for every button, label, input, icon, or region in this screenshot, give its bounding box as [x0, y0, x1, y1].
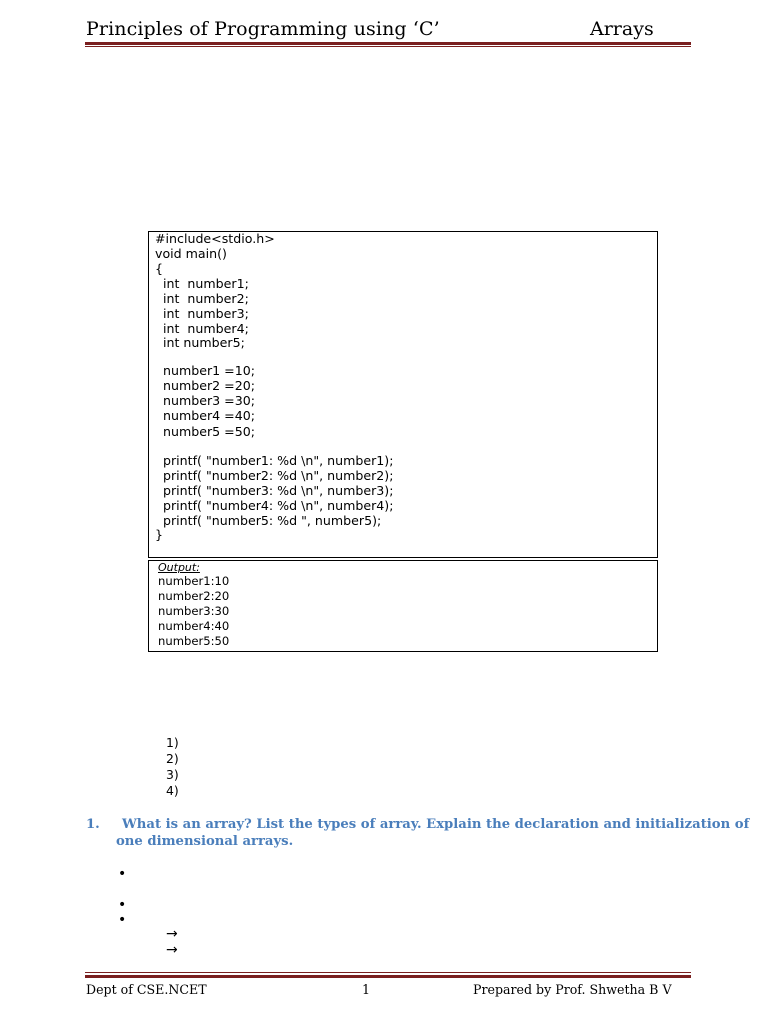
- code-line: {: [155, 261, 164, 276]
- list-item: 1): [166, 735, 179, 750]
- code-line: int number2;: [155, 291, 249, 306]
- bullet: •: [118, 897, 127, 913]
- code-line: int number3;: [155, 306, 249, 321]
- code-line: number5 =50;: [155, 424, 255, 439]
- code-line: number4 =40;: [155, 408, 255, 423]
- code-line: printf( "number5: %d ", number5);: [155, 513, 382, 528]
- code-line: printf( "number4: %d \n", number4);: [155, 498, 394, 513]
- code-line: int number4;: [155, 321, 249, 336]
- footer-right: Prepared by Prof. Shwetha B V: [473, 982, 672, 997]
- code-line: printf( "number3: %d \n", number3);: [155, 483, 394, 498]
- code-line: printf( "number2: %d \n", number2);: [155, 468, 394, 483]
- bullet: •: [118, 866, 127, 882]
- code-line: number1 =10;: [155, 363, 255, 378]
- code-line: number2 =20;: [155, 378, 255, 393]
- bullet: •: [118, 912, 127, 928]
- footer-rule: [85, 975, 691, 978]
- header-section: Arrays: [590, 18, 654, 40]
- list-item: 3): [166, 767, 179, 782]
- footer-left: Dept of CSE.NCET: [86, 982, 207, 997]
- code-line: int number1;: [155, 276, 249, 291]
- list-item: 2): [166, 751, 179, 766]
- arrow-icon: →: [166, 926, 178, 942]
- header-rule: [85, 42, 691, 45]
- output-line: number4:40: [158, 619, 230, 633]
- question-number: 1.: [86, 817, 100, 832]
- page-number: 1: [362, 982, 371, 997]
- code-line: number3 =30;: [155, 393, 255, 408]
- header-title: Principles of Programming using ‘C’: [86, 18, 440, 40]
- footer-rule-thin: [85, 972, 691, 973]
- question-text-line1: What is an array? List the types of array. Explain the declaration and initialization of: [122, 817, 750, 832]
- output-line: number5:50: [158, 634, 230, 648]
- list-item: 4): [166, 783, 179, 798]
- code-line: int number5;: [155, 335, 245, 350]
- header-rule-thin: [85, 46, 691, 47]
- output-box: [148, 560, 658, 652]
- output-line: number2:20: [158, 589, 230, 603]
- code-line: void main(): [155, 246, 227, 261]
- output-line: number3:30: [158, 604, 230, 618]
- code-listing: [148, 231, 658, 558]
- code-line: printf( "number1: %d \n", number1);: [155, 453, 394, 468]
- arrow-icon: →: [166, 942, 178, 958]
- output-line: number1:10: [158, 574, 230, 588]
- code-line: }: [155, 527, 164, 542]
- output-title: Output:: [158, 561, 200, 574]
- question-text-line2: one dimensional arrays.: [116, 834, 294, 849]
- code-line: #include<stdio.h>: [155, 231, 275, 246]
